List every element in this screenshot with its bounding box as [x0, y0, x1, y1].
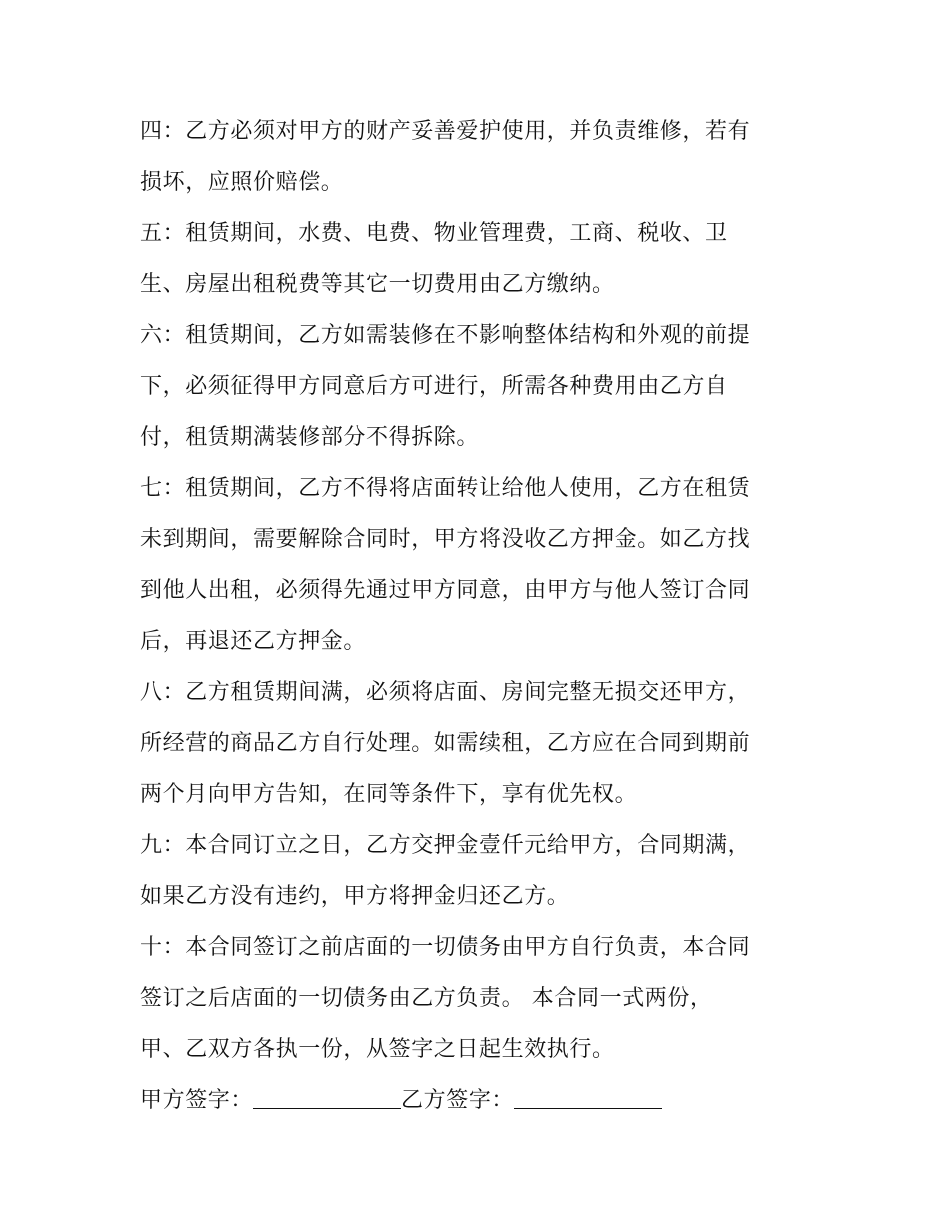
clause-line: 签订之后店面的一切债务由乙方负责。 本合同一式两份， — [140, 986, 713, 1011]
clause-line: 所经营的商品乙方自行处理。如需续租，乙方应在合同到期前 — [140, 731, 751, 756]
clause-line: 五：租赁期间，水费、电费、物业管理费，工商、税收、卫 — [140, 221, 728, 246]
clause-line: 四：乙方必须对甲方的财产妥善爱护使用，并负责维修，若有 — [140, 119, 751, 144]
clause-8 — [140, 667, 820, 820]
clause-5 — [140, 208, 820, 310]
clause-10 — [140, 922, 820, 1075]
party-a-signature-label: 甲方签字： — [140, 1088, 254, 1113]
clause-line: 到他人出租，必须得先通过甲方同意，由甲方与他人签订合同 — [140, 578, 751, 603]
party-a-signature-blank[interactable] — [253, 1107, 401, 1109]
clause-4 — [140, 106, 820, 208]
clause-line: 未到期间，需要解除合同时，甲方将没收乙方押金。如乙方找 — [140, 527, 751, 552]
signature-row — [140, 1075, 820, 1126]
clause-line: 付，租赁期满装修部分不得拆除。 — [140, 425, 480, 450]
clause-line: 后，再退还乙方押金。 — [140, 629, 367, 654]
clause-line: 八：乙方租赁期间满，必须将店面、房间完整无损交还甲方， — [140, 680, 751, 705]
clause-line: 如果乙方没有违约，甲方将押金归还乙方。 — [140, 884, 570, 909]
clause-7 — [140, 463, 820, 667]
clause-9 — [140, 820, 820, 922]
clause-line: 损坏，应照价赔偿。 — [140, 170, 344, 195]
clause-line: 生、房屋出租税费等其它一切费用由乙方缴纳。 — [140, 272, 615, 297]
clause-line: 七：租赁期间，乙方不得将店面转让给他人使用，乙方在租赁 — [140, 476, 751, 501]
party-b-signature-label: 乙方签字： — [401, 1088, 515, 1113]
clause-line: 两个月向甲方告知，在同等条件下，享有优先权。 — [140, 782, 638, 807]
clause-line: 甲、乙双方各执一份，从签字之日起生效执行。 — [140, 1037, 615, 1062]
clause-line: 十：本合同签订之前店面的一切债务由甲方自行负责，本合同 — [140, 935, 751, 960]
party-b-signature-blank[interactable] — [514, 1107, 662, 1109]
contract-page — [140, 106, 820, 1126]
clause-line: 九：本合同订立之日，乙方交押金壹仟元给甲方，合同期满， — [140, 833, 751, 858]
clause-line: 下，必须征得甲方同意后方可进行，所需各种费用由乙方自 — [140, 374, 728, 399]
clause-6 — [140, 310, 820, 463]
clause-line: 六：租赁期间，乙方如需装修在不影响整体结构和外观的前提 — [140, 323, 751, 348]
